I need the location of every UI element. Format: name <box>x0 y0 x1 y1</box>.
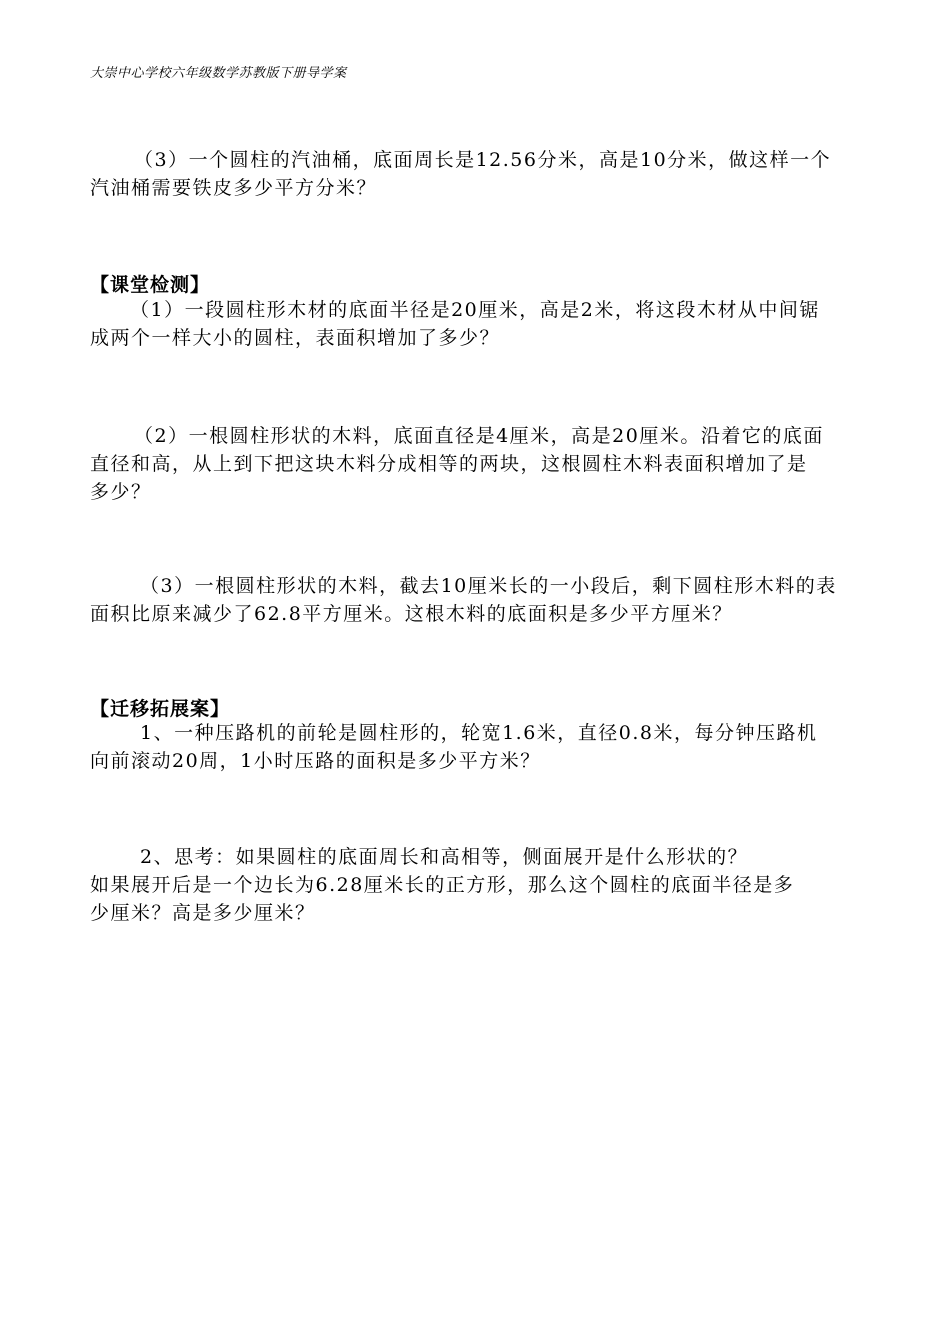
page-header: 大崇中心学校六年级数学苏教版下册导学案 <box>90 66 347 81</box>
question-line: 直径和高，从上到下把这块木料分成相等的两块，这根圆柱木料表面积增加了是 <box>90 453 808 475</box>
check-question-2 <box>90 422 870 506</box>
question-line: 1、一种压路机的前轮是圆柱形的，轮宽1.6米，直径0.8米，每分钟压路机 <box>140 722 818 744</box>
extend-question-1 <box>90 719 870 775</box>
question-line: （1）一段圆柱形木材的底面半径是20厘米，高是2米，将这段木材从中间锯 <box>130 299 820 321</box>
question-line: 成两个一样大小的圆柱，表面积增加了多少？ <box>90 327 501 349</box>
question-line: （2）一根圆柱形状的木料，底面直径是4厘米，高是20厘米。沿着它的底面 <box>134 425 824 447</box>
question-line: 向前滚动20周，1小时压路的面积是多少平方米？ <box>90 750 541 772</box>
question-line: 2、思考：如果圆柱的底面周长和高相等，侧面展开是什么形状的？ <box>140 846 749 868</box>
question-line: 少厘米？高是多少厘米？ <box>90 902 316 924</box>
question-line: 面积比原来减少了62.8平方厘米。这根木料的底面积是多少平方厘米？ <box>90 603 733 625</box>
problem-line: （3）一个圆柱的汽油桶，底面周长是12.56分米，高是10分米，做这样一个 <box>134 149 832 171</box>
section-heading-classroom-check: 【课堂检测】 <box>90 274 211 296</box>
problem-3-oil-drum <box>90 146 870 202</box>
section-heading-transfer-extension: 【迁移拓展案】 <box>90 698 231 720</box>
question-line: 多少？ <box>90 481 152 503</box>
check-question-3 <box>90 572 870 628</box>
question-line: （3）一根圆柱形状的木料，截去10厘米长的一小段后，剩下圆柱形木料的表 <box>140 575 837 597</box>
question-line: 如果展开后是一个边长为6.28厘米长的正方形，那么这个圆柱的底面半径是多 <box>90 874 795 896</box>
check-question-1 <box>90 296 870 352</box>
problem-line: 汽油桶需要铁皮多少平方分米？ <box>90 177 378 199</box>
extend-question-2 <box>90 843 870 927</box>
